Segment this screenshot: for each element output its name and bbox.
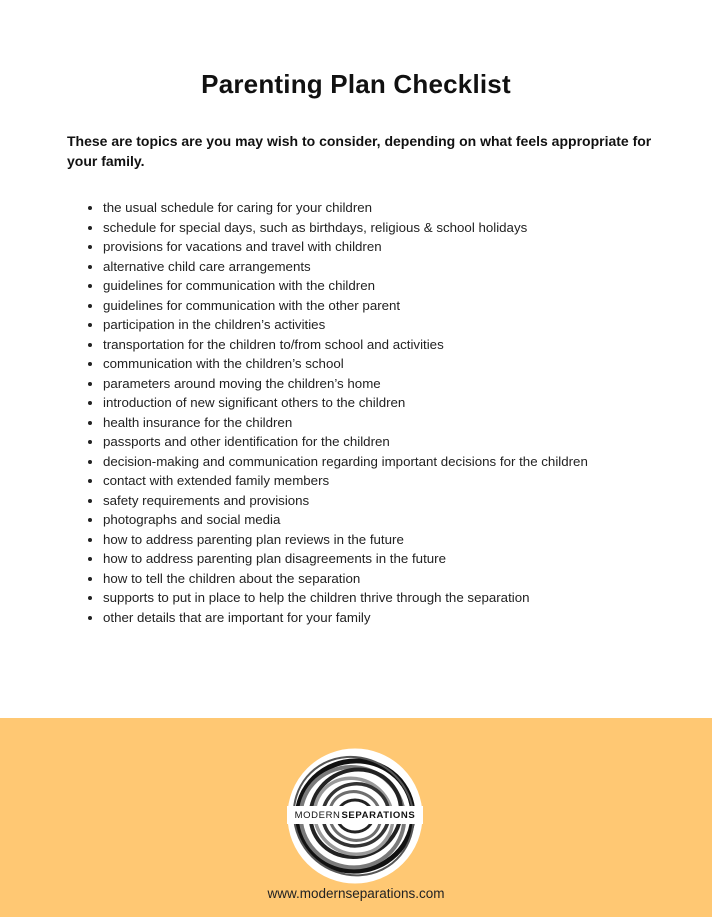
list-item: • participation in the children’s activities (103, 315, 663, 335)
list-item: • contact with extended family members (103, 471, 663, 491)
intro-text: These are topics are you may wish to consider, depending on what feels appropriate for your family. (67, 133, 652, 169)
list-item: • supports to put in place to help the children thrive through the separation (103, 588, 663, 608)
logo (287, 748, 423, 884)
list-item: • provisions for vacations and travel with children (103, 237, 663, 257)
list-item: • photographs and social media (103, 510, 663, 530)
list-item: • introduction of new significant others to the children (103, 393, 663, 413)
website-url[interactable]: www.modernseparations.com (267, 886, 445, 901)
list-item: • safety requirements and provisions (103, 491, 663, 511)
list-item: • guidelines for communication with the other parent (103, 296, 663, 316)
list-item: • health insurance for the children (103, 413, 663, 433)
list-item: • how to address parenting plan disagreements in the future (103, 549, 663, 569)
list-item: • the usual schedule for caring for your children (103, 198, 663, 218)
list-item: • decision-making and communication regarding important decisions for the children (103, 452, 663, 472)
list-item: • how to tell the children about the separation (103, 569, 663, 589)
list-item: • guidelines for communication with the children (103, 276, 663, 296)
list-item: • how to address parenting plan reviews in the future (103, 530, 663, 550)
list-item: • passports and other identification for the children (103, 432, 663, 452)
page-title: Parenting Plan Checklist (201, 69, 511, 99)
list-item: • transportation for the children to/from school and activities (103, 335, 663, 355)
list-item: • other details that are important for your family (103, 608, 663, 628)
checklist (86, 198, 663, 627)
list-item: • schedule for special days, such as birthdays, religious & school holidays (103, 218, 663, 238)
logo-wordmark (287, 806, 423, 824)
list-item: • parameters around moving the children’s home (103, 374, 663, 394)
logo-word-modern: MODERN (294, 809, 341, 821)
list-item: • communication with the children’s school (103, 354, 663, 374)
list-item: • alternative child care arrangements (103, 257, 663, 277)
logo-word-separations: SEPARATIONS (341, 809, 416, 821)
footer-band (0, 718, 712, 917)
